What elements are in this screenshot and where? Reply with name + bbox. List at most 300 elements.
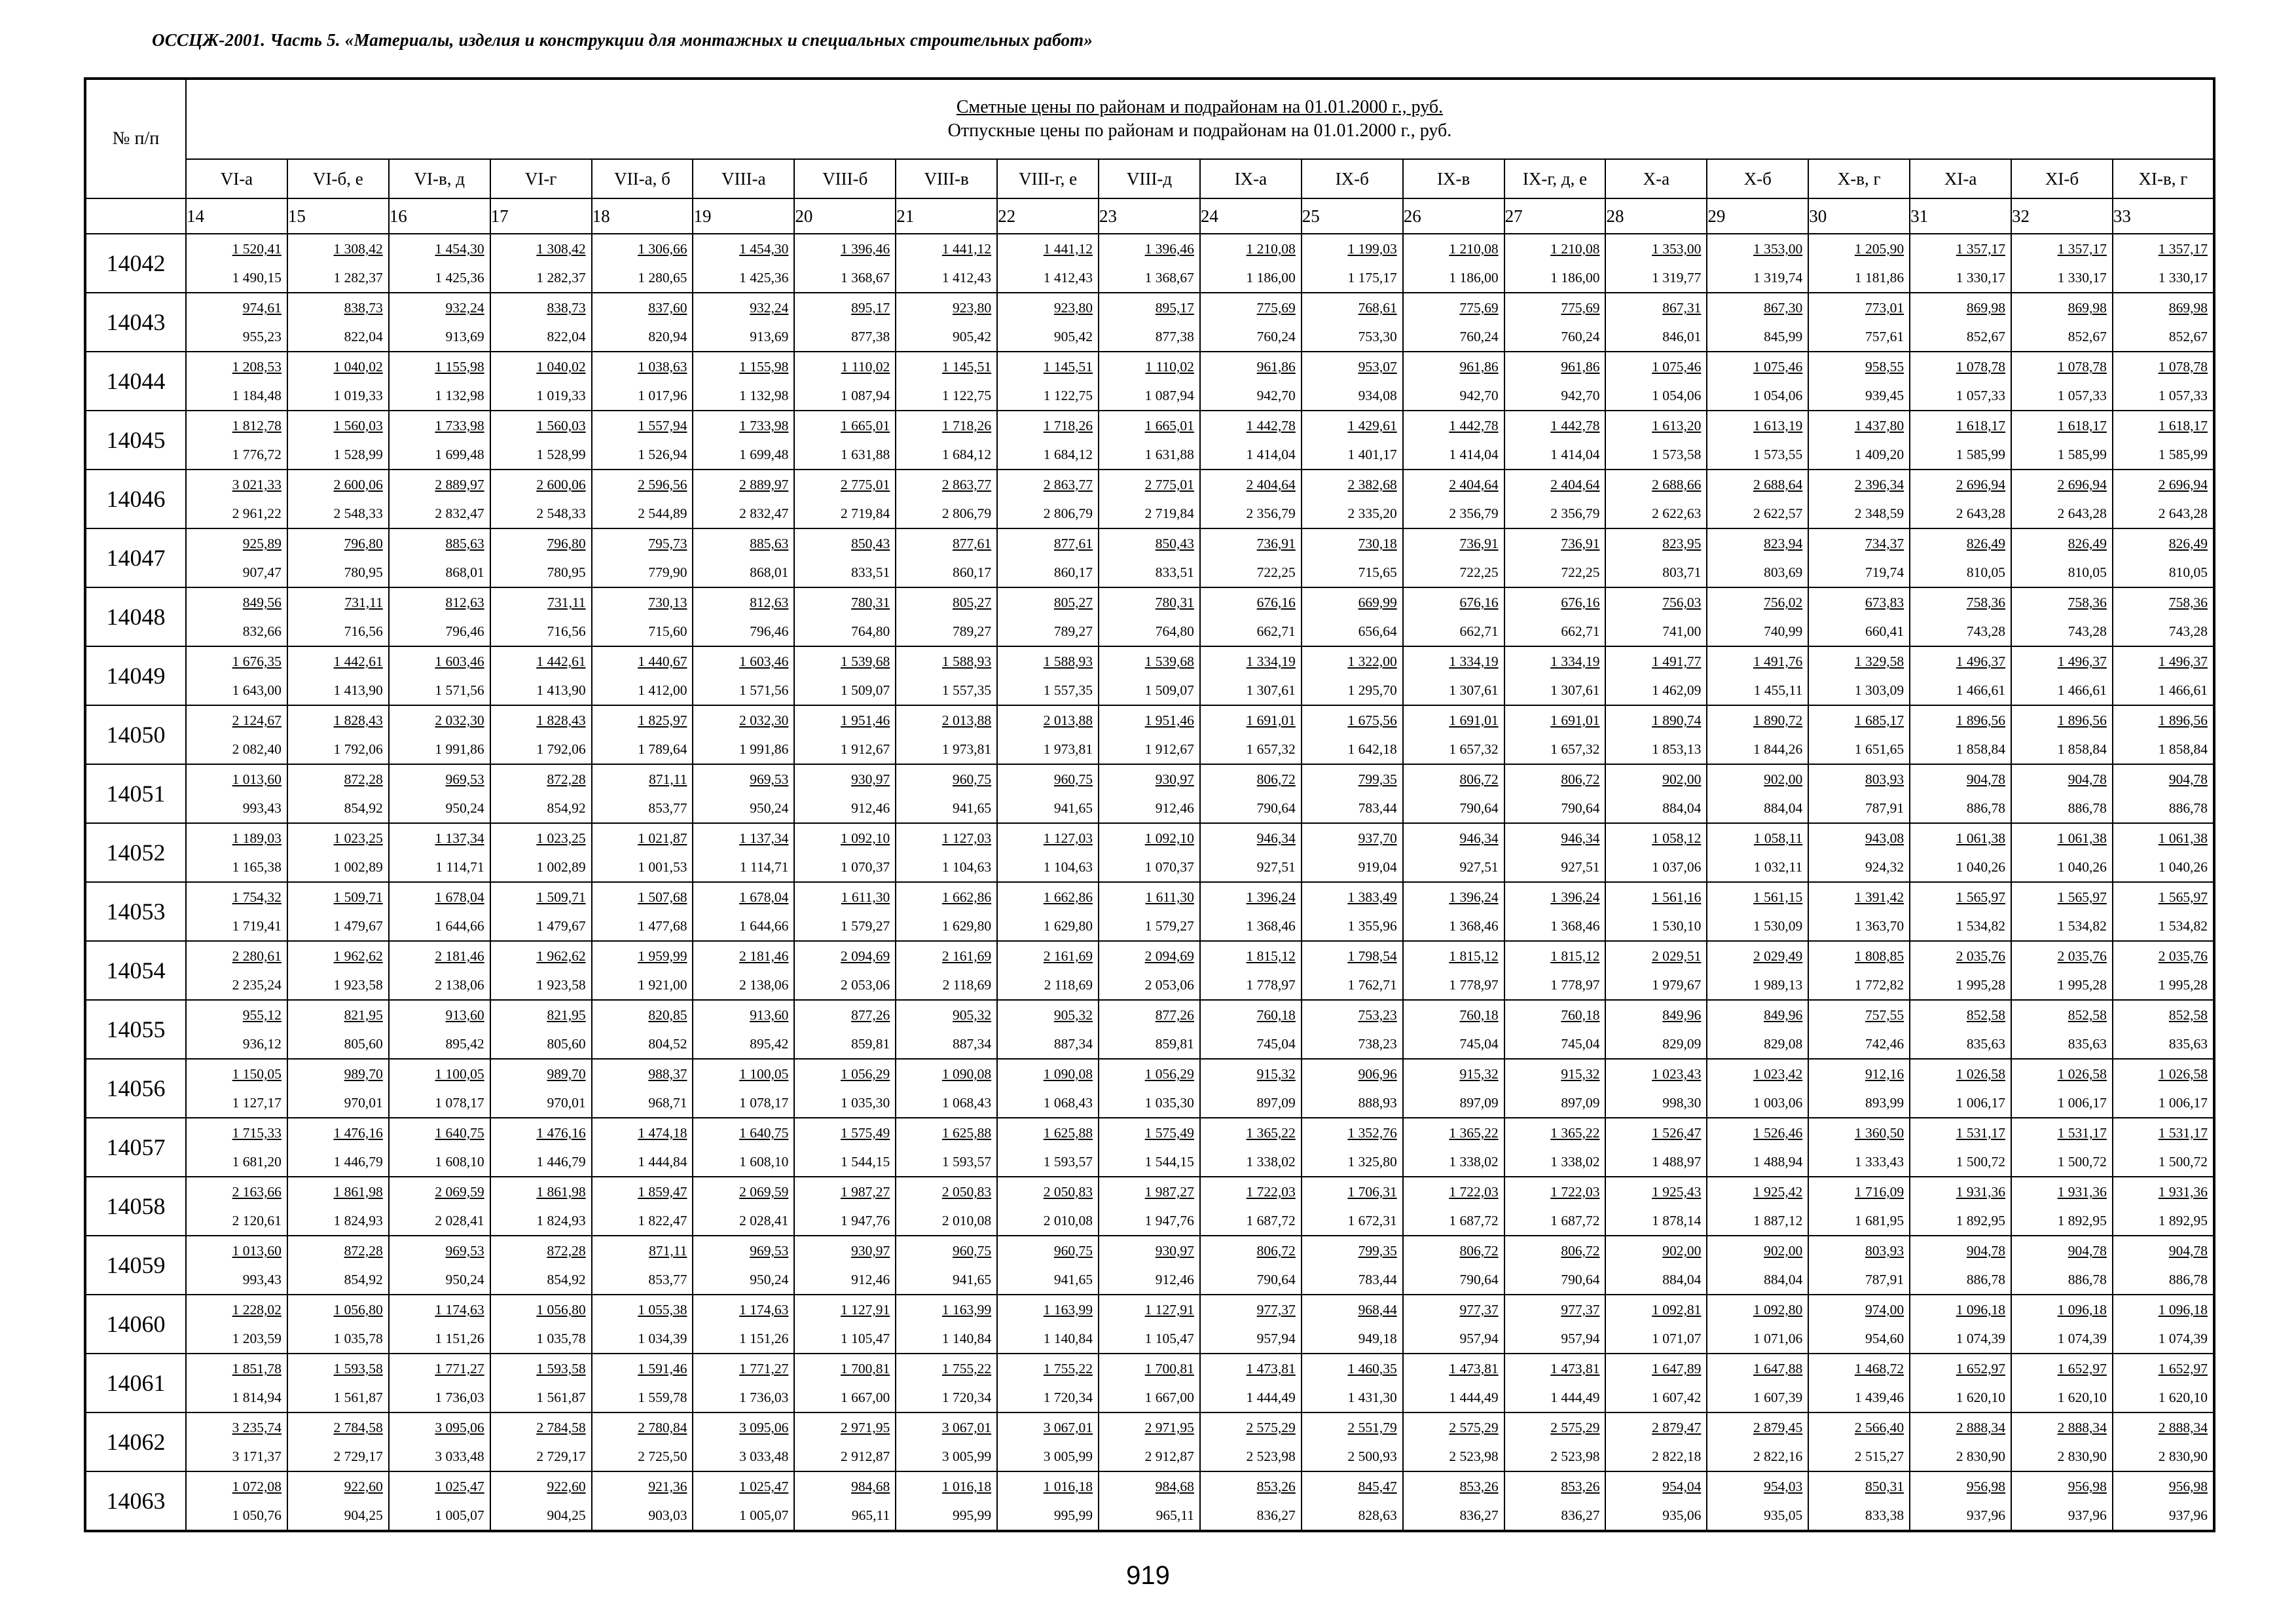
estimated-price: 1 092,10 xyxy=(1144,830,1194,846)
release-price: 716,56 xyxy=(344,623,383,639)
release-price: 950,24 xyxy=(445,800,484,816)
price-cell xyxy=(1808,1354,1910,1412)
price-cell xyxy=(1707,1118,1808,1177)
price-cell xyxy=(896,1118,997,1177)
estimated-price: 1 476,16 xyxy=(333,1125,383,1141)
release-price: 919,04 xyxy=(1358,859,1397,875)
release-price: 1 074,39 xyxy=(2158,1331,2208,1346)
release-price: 1 446,79 xyxy=(536,1154,586,1170)
release-price: 887,34 xyxy=(1053,1036,1093,1052)
estimated-price: 1 520,41 xyxy=(232,241,282,257)
price-cell xyxy=(287,882,389,941)
release-price: 859,81 xyxy=(1155,1036,1194,1052)
release-price: 1 620,10 xyxy=(2057,1390,2107,1405)
price-cell xyxy=(1808,411,1910,470)
estimated-price: 1 329,58 xyxy=(1854,654,1904,669)
release-price: 1 509,07 xyxy=(1144,682,1194,698)
estimated-price: 773,01 xyxy=(1865,300,1904,316)
estimated-price: 1 396,24 xyxy=(1449,889,1499,905)
estimated-price: 877,61 xyxy=(953,536,992,551)
estimated-price: 1 931,36 xyxy=(1956,1184,2006,1200)
price-cell xyxy=(1605,764,1707,823)
release-price: 1 534,82 xyxy=(2057,918,2107,934)
estimated-price: 2 600,06 xyxy=(536,477,586,492)
price-cell xyxy=(1099,528,1200,587)
estimated-price: 1 365,22 xyxy=(1246,1125,1296,1141)
release-price: 1 068,43 xyxy=(1043,1095,1093,1111)
estimated-price: 1 815,12 xyxy=(1550,948,1600,964)
estimated-price: 1 441,12 xyxy=(1043,241,1093,257)
estimated-price: 1 396,46 xyxy=(1144,241,1194,257)
release-price: 722,25 xyxy=(1256,564,1296,580)
estimated-price: 961,86 xyxy=(1256,359,1296,375)
estimated-price: 1 460,35 xyxy=(1347,1361,1397,1376)
release-price: 1 814,94 xyxy=(232,1390,282,1405)
price-cell xyxy=(1403,646,1504,705)
price-cell xyxy=(490,1059,592,1118)
estimated-price: 1 210,08 xyxy=(1550,241,1600,257)
release-price: 1 479,67 xyxy=(333,918,383,934)
price-cell xyxy=(389,1354,490,1412)
price-cell xyxy=(1707,705,1808,764)
price-cell xyxy=(997,882,1099,941)
release-price: 2 622,63 xyxy=(1652,506,1702,521)
estimated-price: 2 404,64 xyxy=(1246,477,1296,492)
release-price: 1 631,88 xyxy=(1144,447,1194,462)
price-cell xyxy=(287,1059,389,1118)
price-cell xyxy=(287,646,389,705)
release-price: 995,99 xyxy=(1053,1507,1093,1523)
estimated-price: 984,68 xyxy=(851,1479,890,1494)
price-cell xyxy=(693,293,794,352)
release-price: 1 561,87 xyxy=(536,1390,586,1405)
estimated-price: 1 075,46 xyxy=(1652,359,1702,375)
price-cell xyxy=(2113,823,2214,882)
release-price: 1 620,10 xyxy=(1956,1390,2006,1405)
column-number: 16 xyxy=(389,198,490,234)
estimated-price: 1 565,97 xyxy=(2057,889,2107,905)
estimated-price: 1 733,98 xyxy=(435,418,484,434)
price-cell xyxy=(490,764,592,823)
price-cell xyxy=(1302,587,1403,646)
release-price: 810,05 xyxy=(1966,564,2006,580)
price-cell xyxy=(2113,352,2214,411)
item-number: 14063 xyxy=(85,1471,186,1531)
price-cell xyxy=(1910,352,2011,411)
estimated-price: 2 035,76 xyxy=(2158,948,2208,964)
price-cell xyxy=(1605,823,1707,882)
price-cell xyxy=(490,1295,592,1354)
estimated-price: 3 067,01 xyxy=(1043,1420,1093,1435)
price-cell xyxy=(2011,1412,2113,1471)
region-header: VII-а, б xyxy=(592,159,693,198)
release-price: 656,64 xyxy=(1358,623,1397,639)
release-price: 993,43 xyxy=(242,1272,282,1287)
release-price: 1 444,84 xyxy=(638,1154,687,1170)
release-price: 934,08 xyxy=(1358,388,1397,403)
estimated-price: 1 665,01 xyxy=(1144,418,1194,434)
estimated-price: 2 889,97 xyxy=(435,477,484,492)
estimated-price: 1 662,86 xyxy=(1043,889,1093,905)
price-cell xyxy=(693,882,794,941)
estimated-price: 673,83 xyxy=(1865,595,1904,610)
release-price: 860,17 xyxy=(953,564,992,580)
price-cell xyxy=(1504,293,1606,352)
release-price: 805,60 xyxy=(344,1036,383,1052)
estimated-price: 1 023,43 xyxy=(1652,1066,1702,1082)
price-cell xyxy=(1707,1059,1808,1118)
release-price: 1 607,42 xyxy=(1652,1390,1702,1405)
price-cell xyxy=(896,470,997,528)
estimated-price: 821,95 xyxy=(547,1007,586,1023)
table-row xyxy=(85,528,2214,587)
release-price: 888,93 xyxy=(1358,1095,1397,1111)
estimated-price: 853,26 xyxy=(1459,1479,1499,1494)
price-cell xyxy=(1808,293,1910,352)
region-header-row xyxy=(85,159,2214,198)
estimated-price: 1 890,72 xyxy=(1753,712,1803,728)
price-cell xyxy=(1707,823,1808,882)
column-number-row xyxy=(85,198,2214,234)
estimated-price: 1 454,30 xyxy=(435,241,484,257)
price-cell xyxy=(1910,764,2011,823)
estimated-price: 2 396,34 xyxy=(1854,477,1904,492)
price-cell xyxy=(1605,470,1707,528)
column-number: 29 xyxy=(1707,198,1808,234)
estimated-price: 2 575,29 xyxy=(1246,1420,1296,1435)
estimated-price: 930,97 xyxy=(1155,771,1194,787)
price-cell xyxy=(1910,1354,2011,1412)
release-price: 1 203,59 xyxy=(232,1331,282,1346)
release-price: 2 830,90 xyxy=(2057,1449,2107,1464)
release-price: 1 087,94 xyxy=(1144,388,1194,403)
price-cell xyxy=(1200,470,1302,528)
price-cell xyxy=(1200,1118,1302,1177)
release-price: 829,09 xyxy=(1662,1036,1702,1052)
price-cell xyxy=(592,587,693,646)
price-cell xyxy=(1808,1000,1910,1059)
estimated-price: 1 652,97 xyxy=(2158,1361,2208,1376)
estimated-price: 2 575,29 xyxy=(1449,1420,1499,1435)
estimated-price: 923,80 xyxy=(953,300,992,316)
estimated-price: 902,00 xyxy=(1662,1243,1702,1259)
price-cell xyxy=(1910,1000,2011,1059)
price-cell xyxy=(1099,646,1200,705)
price-cell xyxy=(794,1295,896,1354)
price-cell xyxy=(1910,587,2011,646)
estimated-price: 2 280,61 xyxy=(232,948,282,964)
release-price: 1 593,57 xyxy=(941,1154,992,1170)
release-price: 854,92 xyxy=(344,1272,383,1287)
price-cell xyxy=(1200,528,1302,587)
estimated-price: 1 441,12 xyxy=(941,241,992,257)
region-header: VIII-а xyxy=(693,159,794,198)
estimated-price: 1 137,34 xyxy=(435,830,484,846)
release-price: 937,96 xyxy=(2168,1507,2208,1523)
release-price: 1 338,02 xyxy=(1449,1154,1499,1170)
estimated-price: 1 026,58 xyxy=(2057,1066,2107,1082)
estimated-price: 1 722,03 xyxy=(1246,1184,1296,1200)
estimated-price: 734,37 xyxy=(1865,536,1904,551)
estimated-price: 1 199,03 xyxy=(1347,241,1397,257)
estimated-price: 1 652,97 xyxy=(1956,1361,2006,1376)
estimated-price: 1 896,56 xyxy=(2158,712,2208,728)
estimated-price: 895,17 xyxy=(1155,300,1194,316)
release-price: 1 319,74 xyxy=(1753,270,1803,286)
estimated-price: 823,95 xyxy=(1662,536,1702,551)
release-price: 1 035,30 xyxy=(1144,1095,1194,1111)
estimated-price: 904,78 xyxy=(1966,1243,2006,1259)
release-price: 2 806,79 xyxy=(941,506,992,521)
estimated-price: 2 181,46 xyxy=(739,948,789,964)
price-cell xyxy=(1099,1118,1200,1177)
release-price: 936,12 xyxy=(242,1036,282,1052)
release-price: 835,63 xyxy=(2168,1036,2208,1052)
estimated-price: 1 038,63 xyxy=(638,359,687,375)
price-cell xyxy=(2011,941,2113,1000)
table-row xyxy=(85,1354,2214,1412)
price-cell xyxy=(693,1177,794,1236)
release-price: 3 005,99 xyxy=(1043,1449,1093,1464)
price-cell xyxy=(997,1118,1099,1177)
price-cell xyxy=(1910,1118,2011,1177)
release-price: 2 806,79 xyxy=(1043,506,1093,521)
estimated-price: 1 675,56 xyxy=(1347,712,1397,728)
release-price: 998,30 xyxy=(1662,1095,1702,1111)
estimated-price: 1 127,91 xyxy=(1144,1302,1194,1318)
estimated-price: 1 189,03 xyxy=(232,830,282,846)
release-price: 796,46 xyxy=(750,623,789,639)
release-price: 941,65 xyxy=(953,1272,992,1287)
price-cell xyxy=(1403,882,1504,941)
estimated-price: 989,70 xyxy=(547,1066,586,1082)
release-price: 1 017,96 xyxy=(638,388,687,403)
release-price: 897,09 xyxy=(1256,1095,1296,1111)
estimated-price: 2 863,77 xyxy=(941,477,992,492)
estimated-price: 1 025,47 xyxy=(739,1479,789,1494)
price-cell xyxy=(592,1000,693,1059)
estimated-price: 1 072,08 xyxy=(232,1479,282,1494)
price-cell xyxy=(186,882,287,941)
price-cell xyxy=(693,823,794,882)
estimated-price: 915,32 xyxy=(1561,1066,1600,1082)
release-price: 719,74 xyxy=(1865,564,1904,580)
price-cell xyxy=(592,528,693,587)
release-price: 1 444,49 xyxy=(1246,1390,1296,1405)
estimated-price: 2 035,76 xyxy=(2057,948,2107,964)
region-header: XI-б xyxy=(2011,159,2113,198)
release-price: 1 736,03 xyxy=(739,1390,789,1405)
release-price: 1 995,28 xyxy=(2158,977,2208,993)
estimated-price: 1 496,37 xyxy=(2057,654,2107,669)
release-price: 1 175,17 xyxy=(1347,270,1397,286)
price-cell xyxy=(1707,1295,1808,1354)
release-price: 1 006,17 xyxy=(2158,1095,2208,1111)
estimated-price: 1 078,78 xyxy=(2057,359,2107,375)
estimated-price: 961,86 xyxy=(1561,359,1600,375)
release-price: 1 557,35 xyxy=(941,682,992,698)
estimated-price: 1 155,98 xyxy=(739,359,789,375)
release-price: 2 729,17 xyxy=(536,1449,586,1464)
price-table xyxy=(84,77,2215,1532)
release-price: 853,77 xyxy=(648,800,687,816)
price-cell xyxy=(186,1177,287,1236)
release-price: 2 912,87 xyxy=(1144,1449,1194,1464)
price-cell xyxy=(1099,1295,1200,1354)
estimated-price: 1 560,03 xyxy=(536,418,586,434)
release-price: 1 431,30 xyxy=(1347,1390,1397,1405)
estimated-price: 1 090,08 xyxy=(941,1066,992,1082)
item-number: 14048 xyxy=(85,587,186,646)
estimated-price: 1 383,49 xyxy=(1347,889,1397,905)
release-price: 912,46 xyxy=(851,800,890,816)
price-cell xyxy=(2011,764,2113,823)
estimated-price: 912,16 xyxy=(1865,1066,1904,1082)
column-number: 28 xyxy=(1605,198,1707,234)
release-price: 1 330,17 xyxy=(2057,270,2107,286)
estimated-price: 850,43 xyxy=(851,536,890,551)
price-cell xyxy=(1504,1412,1606,1471)
release-price: 886,78 xyxy=(1966,1272,2006,1287)
price-cell xyxy=(896,705,997,764)
release-price: 1 681,20 xyxy=(232,1154,282,1170)
price-cell xyxy=(490,470,592,528)
price-cell xyxy=(490,352,592,411)
estimated-price: 1 560,03 xyxy=(333,418,383,434)
price-cell xyxy=(1200,1059,1302,1118)
estimated-price: 885,63 xyxy=(750,536,789,551)
release-price: 1 488,94 xyxy=(1753,1154,1803,1170)
item-number: 14050 xyxy=(85,705,186,764)
price-cell xyxy=(2113,234,2214,293)
price-cell xyxy=(1808,882,1910,941)
estimated-price: 1 771,27 xyxy=(739,1361,789,1376)
estimated-price: 930,97 xyxy=(851,1243,890,1259)
estimated-price: 1 700,81 xyxy=(840,1361,890,1376)
price-cell xyxy=(287,1000,389,1059)
estimated-price: 1 056,29 xyxy=(840,1066,890,1082)
price-cell xyxy=(1504,941,1606,1000)
release-price: 835,63 xyxy=(1966,1036,2006,1052)
price-cell xyxy=(693,1000,794,1059)
region-header: X-б xyxy=(1707,159,1808,198)
release-price: 1 006,17 xyxy=(2057,1095,2107,1111)
estimated-price: 1 357,17 xyxy=(1956,241,2006,257)
release-price: 905,42 xyxy=(1053,329,1093,344)
release-price: 787,91 xyxy=(1865,800,1904,816)
price-cell xyxy=(794,1177,896,1236)
estimated-price: 1 454,30 xyxy=(739,241,789,257)
price-cell xyxy=(693,411,794,470)
estimated-price: 2 161,69 xyxy=(941,948,992,964)
estimated-price: 1 026,58 xyxy=(2158,1066,2208,1082)
estimated-price: 1 625,88 xyxy=(1043,1125,1093,1141)
price-cell xyxy=(1200,764,1302,823)
release-price: 2 010,08 xyxy=(1043,1213,1093,1228)
release-price: 3 033,48 xyxy=(739,1449,789,1464)
price-cell xyxy=(1302,1412,1403,1471)
item-number: 14059 xyxy=(85,1236,186,1295)
estimated-price: 961,86 xyxy=(1459,359,1499,375)
price-cell xyxy=(592,646,693,705)
release-price: 1 280,65 xyxy=(638,270,687,286)
price-cell xyxy=(896,823,997,882)
release-price: 1 643,00 xyxy=(232,682,282,698)
release-price: 1 995,28 xyxy=(2057,977,2107,993)
release-price: 1 824,93 xyxy=(333,1213,383,1228)
price-cell xyxy=(2011,1295,2113,1354)
price-cell xyxy=(896,293,997,352)
price-cell xyxy=(287,1236,389,1295)
estimated-price: 806,72 xyxy=(1256,1243,1296,1259)
price-cell xyxy=(1707,1412,1808,1471)
release-price: 1 032,11 xyxy=(1753,859,1803,875)
release-price: 2 523,98 xyxy=(1246,1449,1296,1464)
estimated-price: 730,13 xyxy=(648,595,687,610)
price-cell xyxy=(2113,882,2214,941)
estimated-price: 1 665,01 xyxy=(840,418,890,434)
estimated-price: 1 058,12 xyxy=(1652,830,1702,846)
release-price: 1 687,72 xyxy=(1246,1213,1296,1228)
price-cell xyxy=(1403,587,1504,646)
release-price: 1 412,43 xyxy=(1043,270,1093,286)
table-row xyxy=(85,411,2214,470)
price-cell xyxy=(896,1471,997,1531)
estimated-price: 930,97 xyxy=(1155,1243,1194,1259)
estimated-price: 969,53 xyxy=(445,771,484,787)
table-row xyxy=(85,1000,2214,1059)
estimated-price: 1 825,97 xyxy=(638,712,687,728)
release-price: 1 330,17 xyxy=(1956,270,2006,286)
price-cell xyxy=(1099,1177,1200,1236)
estimated-price: 1 652,97 xyxy=(2057,1361,2107,1376)
release-price: 965,11 xyxy=(851,1507,890,1523)
price-cell xyxy=(2113,293,2214,352)
estimated-price: 758,36 xyxy=(2168,595,2208,610)
release-price: 950,24 xyxy=(445,1272,484,1287)
estimated-price: 954,03 xyxy=(1764,1479,1803,1494)
price-cell xyxy=(186,293,287,352)
release-price: 957,94 xyxy=(1256,1331,1296,1346)
estimated-price: 2 780,84 xyxy=(638,1420,687,1435)
price-cell xyxy=(592,1354,693,1412)
release-price: 2 643,28 xyxy=(2158,506,2208,521)
release-price: 1 325,80 xyxy=(1347,1154,1397,1170)
release-price: 1 778,97 xyxy=(1246,977,1296,993)
release-price: 1 132,98 xyxy=(435,388,484,403)
release-price: 810,05 xyxy=(2168,564,2208,580)
release-price: 1 509,07 xyxy=(840,682,890,698)
price-cell xyxy=(1707,882,1808,941)
release-price: 907,47 xyxy=(242,564,282,580)
price-cell xyxy=(1707,352,1808,411)
price-cell xyxy=(186,705,287,764)
release-price: 722,25 xyxy=(1561,564,1600,580)
price-cell xyxy=(1605,1471,1707,1531)
estimated-price: 1 890,74 xyxy=(1652,712,1702,728)
release-price: 1 573,55 xyxy=(1753,447,1803,462)
estimated-price: 775,69 xyxy=(1459,300,1499,316)
caption-row xyxy=(85,79,2214,159)
estimated-price: 1 357,17 xyxy=(2057,241,2107,257)
price-cell xyxy=(1605,352,1707,411)
estimated-price: 852,58 xyxy=(1966,1007,2006,1023)
price-cell xyxy=(1707,941,1808,1000)
release-price: 1 681,95 xyxy=(1854,1213,1904,1228)
release-price: 852,67 xyxy=(1966,329,2006,344)
release-price: 1 571,56 xyxy=(435,682,484,698)
price-cell xyxy=(1605,1412,1707,1471)
